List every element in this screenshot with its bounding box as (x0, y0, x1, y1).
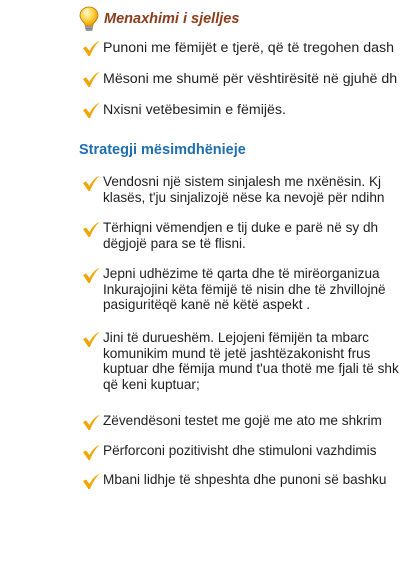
header (78, 6, 239, 32)
strategy-line: klasës, t'ju sinjalizojë nëse ka nevojë për ndihn (103, 189, 385, 205)
header-title: Menaxhimi i sjelljes (104, 11, 240, 27)
strategy-text (103, 174, 384, 205)
strategy-line: pasiguritëqë kanë në këtë aspekt . (103, 297, 311, 313)
list-item (82, 71, 397, 88)
strategy-line: kuptuar dhe fëmija mund t'ua thotë me fjali të shk (103, 361, 399, 377)
list-item-text: Punoni me fëmijët e tjerë, që të tregohen dash (103, 40, 395, 56)
list-item (82, 102, 286, 119)
strategy-line: Përforconi pozitivisht dhe stimuloni vazhdimis (103, 443, 377, 458)
strategy-line: Jepni udhëzime të qarta dhe të mirëorganizua (103, 266, 380, 281)
strategy-line: Jini të durueshëm. Lejojeni fëmijën ta mbarc (103, 330, 369, 345)
strategy-line: Vendosni një sistem sinjalesh me nxënësin. Kj (103, 174, 382, 189)
strategy-text (103, 330, 399, 392)
strategy-line: Zëvendësoni testet me gojë me ato me shkrim (103, 413, 382, 428)
strategy-item (82, 174, 384, 205)
strategy-line: Tërhiqni vëmendjen e tij duke e parë në sy dh (103, 220, 379, 235)
strategy-text (103, 220, 378, 251)
checkmark-icon (82, 331, 101, 348)
strategy-text (103, 413, 382, 429)
lightbulb-icon (78, 6, 100, 32)
list-item-text: Nxisni vetëbesimin e fëmijës. (103, 102, 286, 118)
strategy-text (103, 443, 377, 459)
list-item (82, 40, 394, 57)
checkmark-icon (82, 71, 101, 88)
strategy-line: që keni kuptuar; (103, 376, 200, 392)
section-title: Strategji mësimdhënieje (79, 142, 246, 158)
strategy-item (82, 443, 377, 461)
strategy-line: Inkurajojini këta fëmijë të nisin dhe të zhvillojnë (103, 281, 386, 297)
strategy-item (82, 330, 399, 392)
checkmark-icon (82, 40, 101, 57)
list-item-text: Mësoni me shumë për vështirësitë në gjuhë dh (103, 71, 398, 87)
strategy-item (82, 220, 378, 251)
strategy-item (82, 266, 386, 313)
checkmark-icon (82, 414, 101, 431)
checkmark-icon (82, 444, 101, 461)
strategy-text (103, 472, 386, 488)
checkmark-icon (82, 267, 101, 284)
strategy-line: Mbani lidhje të shpeshta dhe punoni së bashku (103, 472, 387, 487)
strategy-item (82, 472, 386, 490)
checkmark-icon (82, 175, 101, 192)
strategy-text (103, 266, 386, 313)
strategy-line: komunikim mund të jetë jashtëzakonisht frus (103, 345, 371, 361)
checkmark-icon (82, 102, 101, 119)
strategy-item (82, 413, 382, 431)
strategy-line: dëgjojë para se të flisni. (103, 235, 246, 251)
checkmark-icon (82, 221, 101, 238)
checkmark-icon (82, 473, 101, 490)
